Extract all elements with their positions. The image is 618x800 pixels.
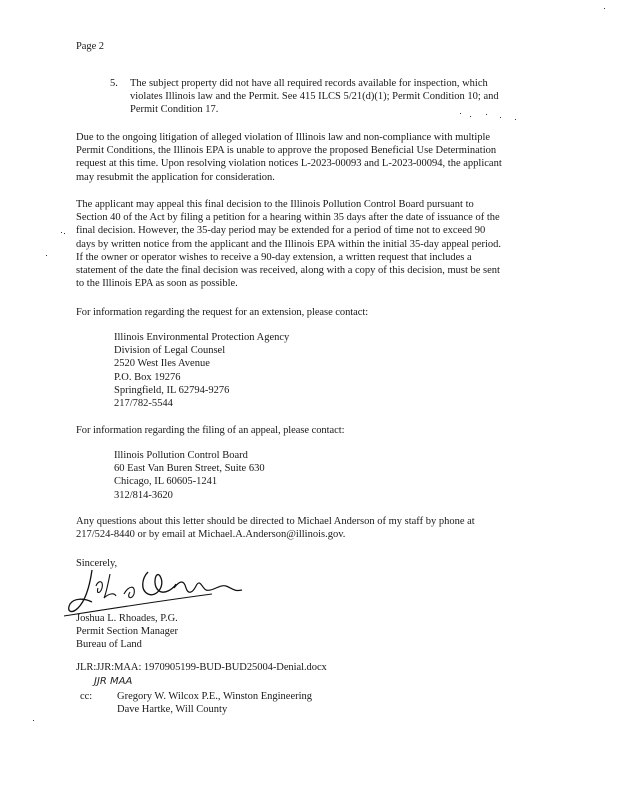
paragraph-line: The applicant may appeal this final decision to the Illinois Pollution Control Board pursuant to xyxy=(76,199,474,210)
page-label: Page 2 xyxy=(76,41,104,52)
appeal-intro: For information regarding the filing of an appeal, please contact: xyxy=(76,425,345,436)
ipcb-address xyxy=(114,449,265,502)
extension-intro: For information regarding the request for an extension, please contact: xyxy=(76,307,369,318)
item-5-line: The subject property did not have all required records available for inspection, which xyxy=(130,78,488,89)
paragraph-line: If the owner or operator wishes to receive a 90-day extension, a written request that includes a xyxy=(76,251,472,263)
paragraph-line: days by written notice from the applicant and the Illinois EPA within the initial 35-day appeal period. xyxy=(76,238,502,250)
scan-speck xyxy=(33,720,34,721)
address-line: Illinois Pollution Control Board xyxy=(114,450,248,461)
paragraph-line: Permit Conditions, the Illinois EPA is unable to approve the proposed Beneficial Use Determination xyxy=(76,145,497,157)
cc-recipient: Dave Hartke, Will County xyxy=(117,704,228,716)
closing: Sincerely, xyxy=(76,558,118,569)
signer-block xyxy=(76,612,178,652)
scan-speck xyxy=(604,8,605,9)
paragraph-line: Section 40 of the Act by filing a petition for a hearing within 35 days after the date of issuance of the xyxy=(76,212,500,224)
appeal-paragraph xyxy=(76,198,501,290)
address-line: 312/814-3620 xyxy=(114,489,173,501)
item-5-line: violates Illinois law and the Permit. See 415 ILCS 5/21(d)(1); Permit Condition 10; and xyxy=(130,91,499,103)
signer-title: Permit Section Manager xyxy=(76,626,179,638)
item-5-text xyxy=(130,77,499,117)
paragraph-line: to the Illinois EPA as soon as possible. xyxy=(76,278,238,290)
paragraph-line: may resubmit the application for consideration. xyxy=(76,171,275,183)
paragraph-line: request at this time. Upon resolving violation notices L-2023-00093 and L-2023-00094, the applicant xyxy=(76,158,502,170)
paragraph-line: Due to the ongoing litigation of alleged violation of Illinois law and non-compliance with multiple xyxy=(76,132,491,143)
litigation-paragraph xyxy=(76,131,502,184)
handwritten-initials-text: JJR MAA xyxy=(94,676,133,687)
signer-name: Joshua L. Rhoades, P.G. xyxy=(76,613,178,624)
address-line: 217/782-5544 xyxy=(114,398,173,410)
address-line: 60 East Van Buren Street, Suite 630 xyxy=(114,463,265,475)
address-line: Chicago, IL 60605-1241 xyxy=(114,476,218,488)
cc-recipients xyxy=(117,690,312,716)
cc-label: cc: xyxy=(80,691,93,702)
handwritten-initials xyxy=(92,672,172,688)
paragraph-line: final decision. However, the 35-day period may be extended for a period of time not to exceed 90 xyxy=(76,225,486,237)
scan-speck xyxy=(64,233,65,234)
scan-speck xyxy=(486,114,487,115)
paragraph-line: statement of the date the final decision was received, along with a copy of this decision, must be sent xyxy=(76,265,500,277)
signer-bureau: Bureau of Land xyxy=(76,639,142,651)
scan-speck xyxy=(515,119,516,120)
address-line: Springfield, IL 62794-9276 xyxy=(114,384,230,396)
questions-paragraph xyxy=(76,515,475,541)
iepa-address xyxy=(114,331,289,410)
reference-line: JLR:JJR:MAA: 1970905199-BUD-BUD25004-Denial.docx xyxy=(76,662,327,673)
paragraph-line: 217/524-8440 or by email at Michael.A.Anderson@illinois.gov. xyxy=(76,529,346,541)
scan-speck xyxy=(500,117,501,118)
paragraph-line: Any questions about this letter should be directed to Michael Anderson of my staff by phone at xyxy=(76,516,475,527)
item-5-number: 5. xyxy=(110,78,118,89)
scan-speck xyxy=(470,116,471,117)
address-line: Division of Legal Counsel xyxy=(114,345,226,357)
cc-recipient: Gregory W. Wilcox P.E., Winston Engineering xyxy=(117,691,313,702)
address-line: 2520 West Iles Avenue xyxy=(114,358,210,370)
item-5-line: Permit Condition 17. xyxy=(130,104,219,116)
address-line: Illinois Environmental Protection Agency xyxy=(114,332,290,343)
scan-speck xyxy=(460,113,461,114)
scan-speck xyxy=(61,232,62,233)
address-line: P.O. Box 19276 xyxy=(114,371,181,383)
scan-speck xyxy=(46,255,47,256)
